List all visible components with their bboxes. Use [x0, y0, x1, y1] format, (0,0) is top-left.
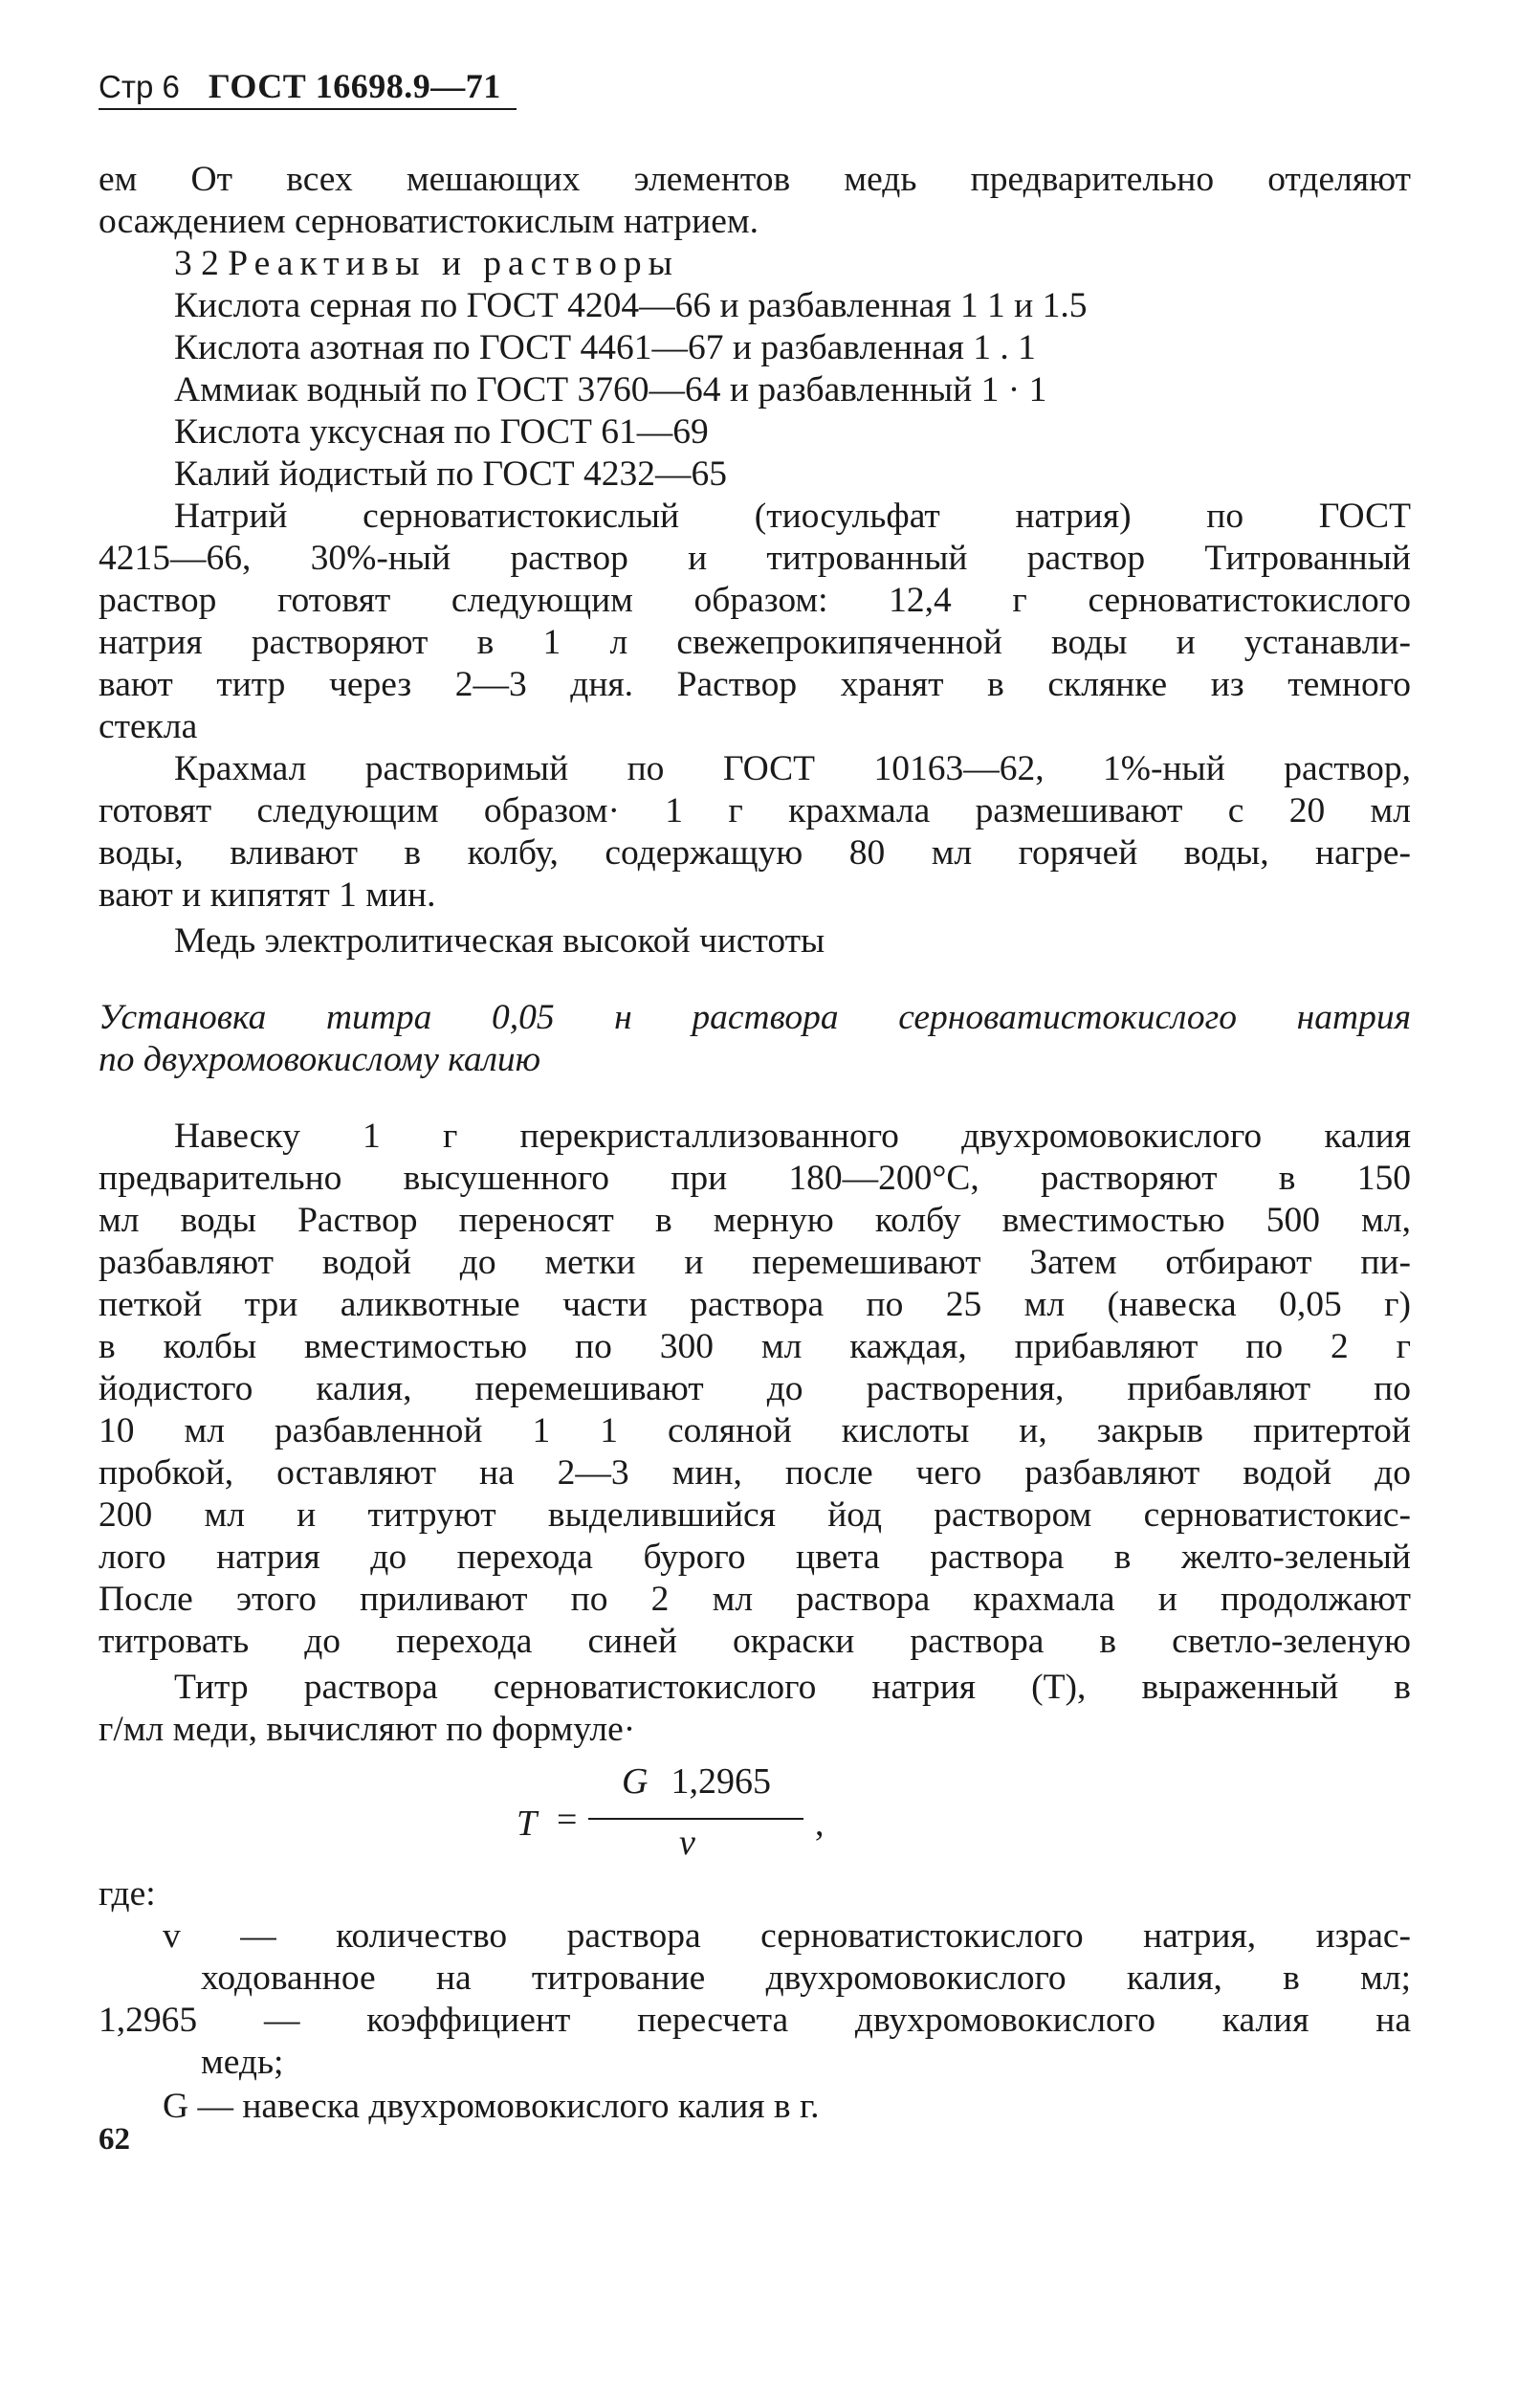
procedure-line: в колбы вместимостью по 300 мл каждая, прибавляют по 2 г: [99, 1327, 1411, 1366]
where-label: где:: [99, 1874, 156, 1914]
subheading-line-2: по двухромовокислому калию: [99, 1040, 541, 1079]
thiosulfate-line: натрия растворяют в 1 л свежепрокипяченной воды и устанавли-: [99, 623, 1411, 662]
definition-k-line-1: 1,2965 — коэффициент пересчета двухромовокислого калия на: [99, 2001, 1411, 2040]
definition-g-line: G — навеска двухромовокислого калия в г.: [163, 2087, 820, 2126]
definition-v-line-2: ходованное на титрование двухромовокислого калия, в мл;: [201, 1958, 1411, 1998]
formula-coefficient: 1,2965: [671, 1761, 771, 1802]
procedure-line: 200 мл и титруют выделившийся йод раствором серноватистокис-: [99, 1495, 1411, 1535]
starch-line: вают и кипятят 1 мин.: [99, 875, 436, 915]
procedure-line: петкой три аликвотные части раствора по 25 мл (навеска 0,05 г): [99, 1285, 1411, 1324]
definition-k-line-2: медь;: [201, 2043, 284, 2082]
formula-lhs: T: [517, 1804, 538, 1844]
thiosulfate-line: Натрий серноватистокислый (тиосульфат натрия) по ГОСТ: [174, 497, 1411, 536]
procedure-line: йодистого калия, перемешивают до растворения, прибавляют по: [99, 1369, 1411, 1408]
procedure-line: лого натрия до перехода бурого цвета раствора в желто-зеленый: [99, 1538, 1411, 1577]
page-number: 62: [99, 2122, 130, 2157]
standard-number: ГОСТ 16698.9—71: [208, 67, 501, 105]
thiosulfate-line: 4215—66, 30%-ный раствор и титрованный раствор Титрованный: [99, 539, 1411, 578]
reagent-line: Аммиак водный по ГОСТ 3760—64 и разбавленный 1 · 1: [174, 370, 1047, 409]
starch-line: готовят следующим образом· 1 г крахмала размешивают с 20 мл: [99, 791, 1411, 830]
reagent-line: Калий йодистый по ГОСТ 4232—65: [174, 454, 728, 494]
starch-line: Крахмал растворимый по ГОСТ 10163—62, 1%-ный раствор,: [174, 749, 1411, 788]
intro-line-1: ем От всех мешающих элементов медь предварительно отделяют: [99, 160, 1411, 199]
titer-line-1: Титр раствора серноватистокислого натрия (Т), выраженный в: [174, 1668, 1411, 1707]
procedure-line: пробкой, оставляют на 2—3 мин, после чего разбавляют водой до: [99, 1453, 1411, 1493]
thiosulfate-line: вают титр через 2—3 дня. Раствор хранят в склянке из темного: [99, 665, 1411, 704]
procedure-line: 10 мл разбавленной 1 1 соляной кислоты и, закрыв притертой: [99, 1411, 1411, 1450]
formula-numerator: [622, 1760, 771, 1803]
fraction-bar: [588, 1818, 803, 1820]
thiosulfate-line: раствор готовят следующим образом: 12,4 г серноватистокислого: [99, 581, 1411, 620]
reagent-line: Кислота уксусная по ГОСТ 61—69: [174, 412, 709, 452]
subheading-line-1: Установка титра 0,05 н раствора серноватистокислого натрия: [99, 998, 1411, 1037]
page-header: [99, 59, 519, 113]
intro-line-2: осаждением серноватистокислым натрием.: [99, 202, 759, 241]
definition-v-line-1: v — количество раствора серноватистокислого натрия, израс-: [163, 1916, 1411, 1956]
formula-g: G: [622, 1761, 649, 1802]
procedure-line: Навеску 1 г перекристаллизованного двухромовокислого калия: [174, 1117, 1411, 1156]
section-number: 3 2: [174, 244, 219, 283]
procedure-line: разбавляют водой до метки и перемешивают Затем отбирают пи-: [99, 1243, 1411, 1282]
starch-line: воды, вливают в колбу, содержащую 80 мл горячей воды, нагре-: [99, 833, 1411, 873]
titer-line-2: г/мл меди, вычисляют по формуле·: [99, 1710, 636, 1749]
titer-formula: [478, 1760, 880, 1875]
procedure-line: После этого приливают по 2 мл раствора крахмала и продолжают: [99, 1580, 1411, 1619]
header-rule: [99, 108, 517, 110]
thiosulfate-line: стекла: [99, 707, 198, 746]
formula-denominator: v: [679, 1823, 695, 1863]
procedure-line: предварительно высушенного при 180—200°С, растворяют в 150: [99, 1159, 1411, 1198]
section-heading: [99, 243, 1411, 285]
formula-comma: ,: [815, 1804, 825, 1844]
reagent-line: Кислота азотная по ГОСТ 4461—67 и разбавленная 1 . 1: [174, 328, 1036, 367]
page-label: Стр 6: [99, 69, 180, 104]
formula-equals: =: [557, 1800, 578, 1840]
procedure-line: мл воды Раствор переносят в мерную колбу вместимостью 500 мл,: [99, 1201, 1411, 1240]
section-title: Реактивы и растворы: [228, 244, 679, 283]
reagent-line: Кислота серная по ГОСТ 4204—66 и разбавленная 1 1 и 1.5: [174, 286, 1088, 325]
copper-line: Медь электролитическая высокой чистоты: [174, 921, 825, 961]
procedure-line: титровать до перехода синей окраски раствора в светло-зеленую: [99, 1622, 1411, 1661]
